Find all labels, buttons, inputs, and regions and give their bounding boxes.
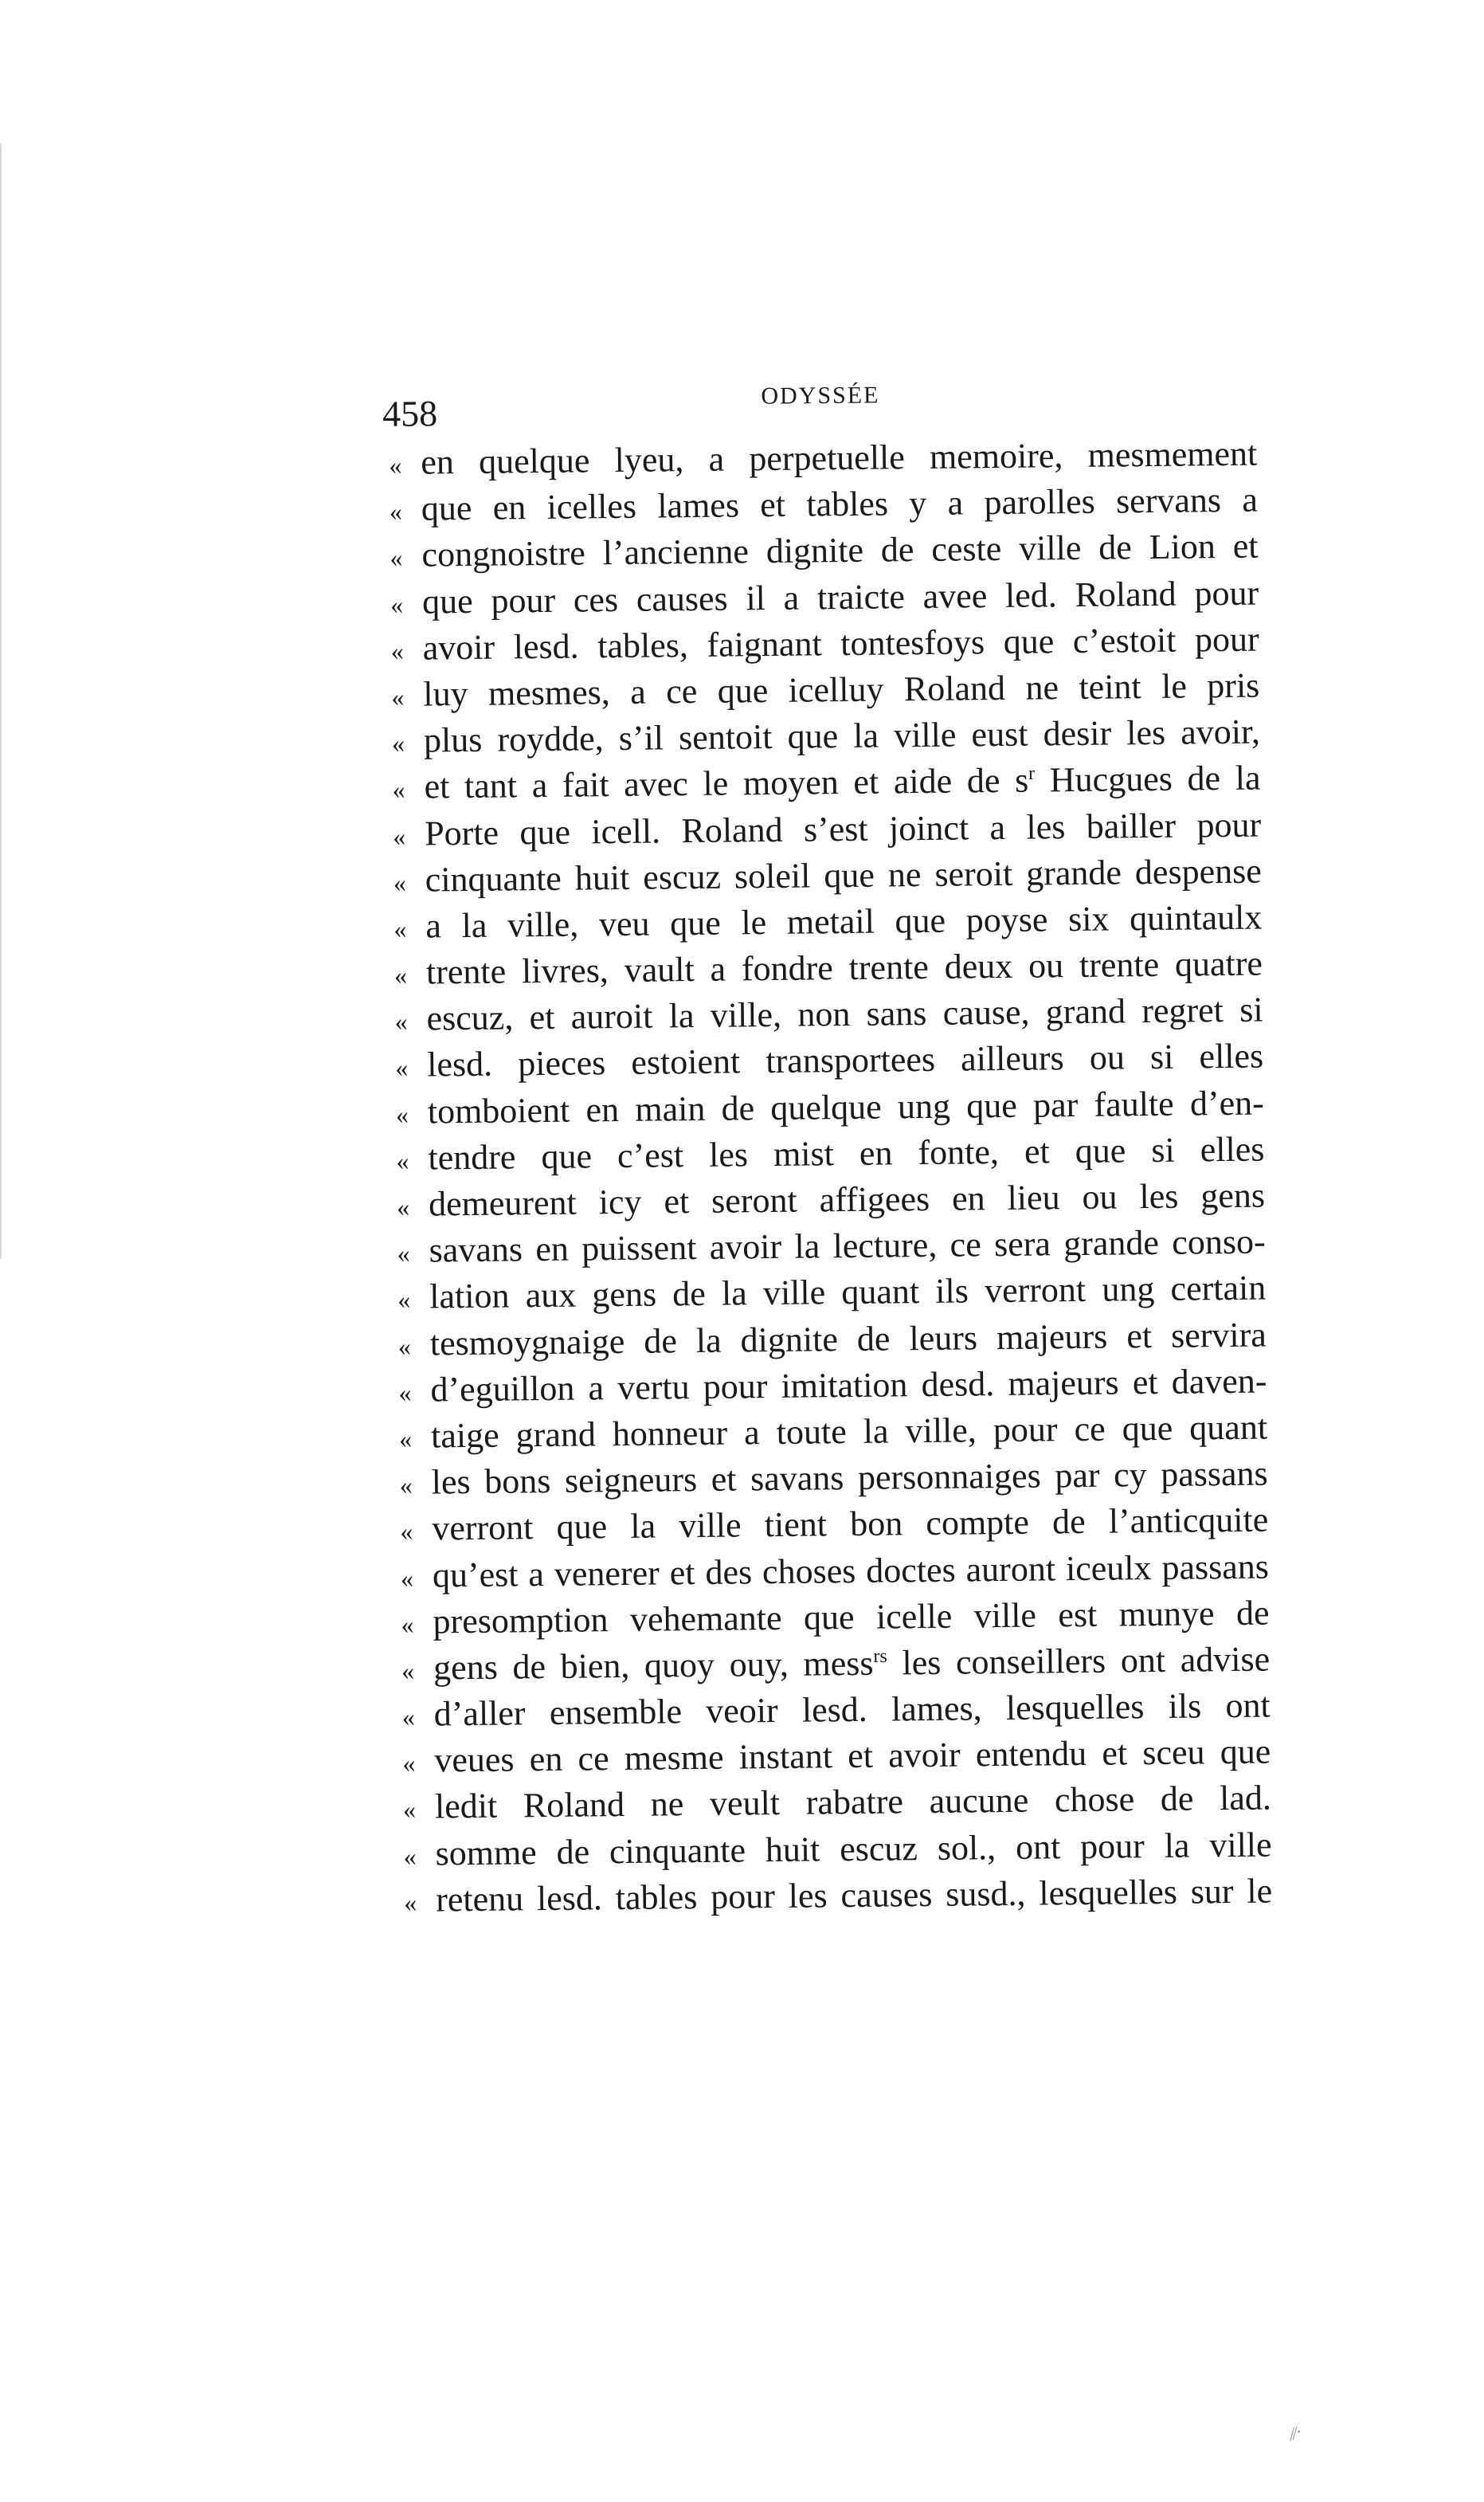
quote-mark: « [401,1656,415,1685]
line-text: d’aller ensemble veoir lesd. lames, lesquelles ils ont [433,1685,1271,1734]
quote-mark: « [393,868,407,897]
line-text: plus roydde, s’il sentoit que la ville eust desir les avoir, [423,712,1261,760]
quote-mark: « [393,822,406,851]
quote-mark: « [394,1007,408,1037]
line-text: escuz, et auroit la ville, non sans cause, grand regret si [426,990,1263,1038]
line-text [433,1636,1271,1691]
line-text: trente livres, vault a fondre trente deux ou trente quatre [425,943,1263,992]
quote-mark: « [402,1748,416,1778]
line-text: taige grand honneur a toute la ville, pour ce que quant [430,1407,1268,1456]
page-header [382,377,1259,433]
line-text: verront que la ville tient bon compte de l’anticquite [432,1500,1269,1548]
line-text [424,755,1261,810]
line-text: somme de cinquante huit escuz sol., ont pour la ville [435,1825,1272,1873]
quote-mark: « [398,1378,412,1407]
quote-mark: « [390,636,404,665]
quote-mark: « [401,1702,415,1731]
quote-mark: « [397,1238,410,1269]
line-text: que en icelles lames et tables y a parolles servans a [421,480,1259,528]
line-text: en quelque lyeu, a perpetuelle memoire, mesmement [421,433,1258,482]
line-text: avoir lesd. tables, faignant tontesfoys que c’estoit pour [422,619,1259,668]
line-text: que pour ces causes il a traicte avee led. Roland pour [421,573,1259,622]
quote-mark: « [391,682,405,712]
line-text: d’eguillon a vertu pour imitation desd. majeurs et daven- [430,1361,1267,1410]
line-text: cinquante huit escuz soleil que ne seroit grande despense [425,851,1262,900]
line-text: les bons seigneurs et savans personnaiges par cy passans [431,1453,1268,1502]
line-text: lation aux gens de la ville quant ils verront ung certain [429,1268,1267,1316]
running-title: ODYSSÉE [761,382,880,410]
line-text: demeurent icy et seront affigees en lieu ou les gens [428,1175,1266,1224]
quote-mark: « [404,1888,417,1917]
quote-mark: « [403,1841,417,1871]
line-text: ledit Roland ne veult rabatre aucune chose de lad. [434,1778,1272,1826]
quote-mark: « [396,1146,409,1175]
quote-mark: « [389,450,402,480]
page-number: 458 [382,393,438,434]
line-text: tendre que c’est les mist en fonte, et que si elles [428,1129,1265,1178]
line-text: tomboient en main de quelque ung que par faulte d’en- [427,1083,1265,1131]
line-text: Porte que icell. Roland s’est joinct a les bailler pour [424,805,1262,853]
quote-mark: « [397,1285,411,1315]
quote-mark: « [390,590,404,619]
superscript: r [1028,763,1036,785]
quote-mark: « [396,1192,410,1222]
quote-mark: « [399,1470,413,1500]
quote-mark: « [394,914,407,943]
quote-mark: « [395,1100,409,1129]
quote-mark: « [398,1424,413,1453]
quote-mark: « [390,543,403,573]
line-text: savans en puissent avoir la lecture, ce sera grande conso- [429,1222,1266,1270]
quote-mark: « [400,1517,413,1547]
text-line [404,1868,1273,1924]
scan-mark: ⁄⁄· [1286,2421,1306,2444]
line-text: lesd. pieces estoient transportees ailleurs ou si elles [426,1036,1264,1084]
superscript: rs [873,1645,887,1667]
quote-mark: « [400,1563,414,1593]
line-text: congnoistre l’ancienne dignite de ceste ville de Lion et [421,526,1259,575]
quote-mark: « [392,775,405,805]
quote-mark: « [391,728,405,759]
quote-mark: « [397,1331,412,1361]
body-text [389,431,1272,1924]
scan-edge [0,143,2,1259]
line-text: veues en ce mesme instant et avoir entendu et sceu que [434,1731,1271,1780]
line-text-part: gens de bien, quoy ouy, mess [433,1643,874,1688]
quote-mark: « [402,1795,417,1825]
quote-mark: « [394,960,408,990]
line-text-part: les conseillers ont advise [887,1639,1271,1683]
line-text: retenu lesd. tables pour les causes susd., lesquelles sur le [435,1871,1273,1920]
line-text: presomption vehemante que icelle ville est munye de [433,1593,1270,1641]
quote-mark: « [389,497,403,527]
line-text: tesmoygnaige de la dignite de leurs majeurs et servira [429,1315,1267,1363]
quote-mark: « [395,1053,409,1083]
line-text-part: Hucgues de la [1034,758,1261,800]
line-text: a la ville, veu que le metail que poyse six quintaulx [425,897,1263,946]
line-text-part: et tant a fait avec le moyen et aide de s [424,760,1029,806]
line-text: luy mesmes, a ce que icelluy Roland ne teint le pris [423,665,1260,714]
quote-mark: « [401,1610,414,1639]
line-text: qu’est a venerer et des choses doctes auront iceulx passans [432,1547,1270,1595]
